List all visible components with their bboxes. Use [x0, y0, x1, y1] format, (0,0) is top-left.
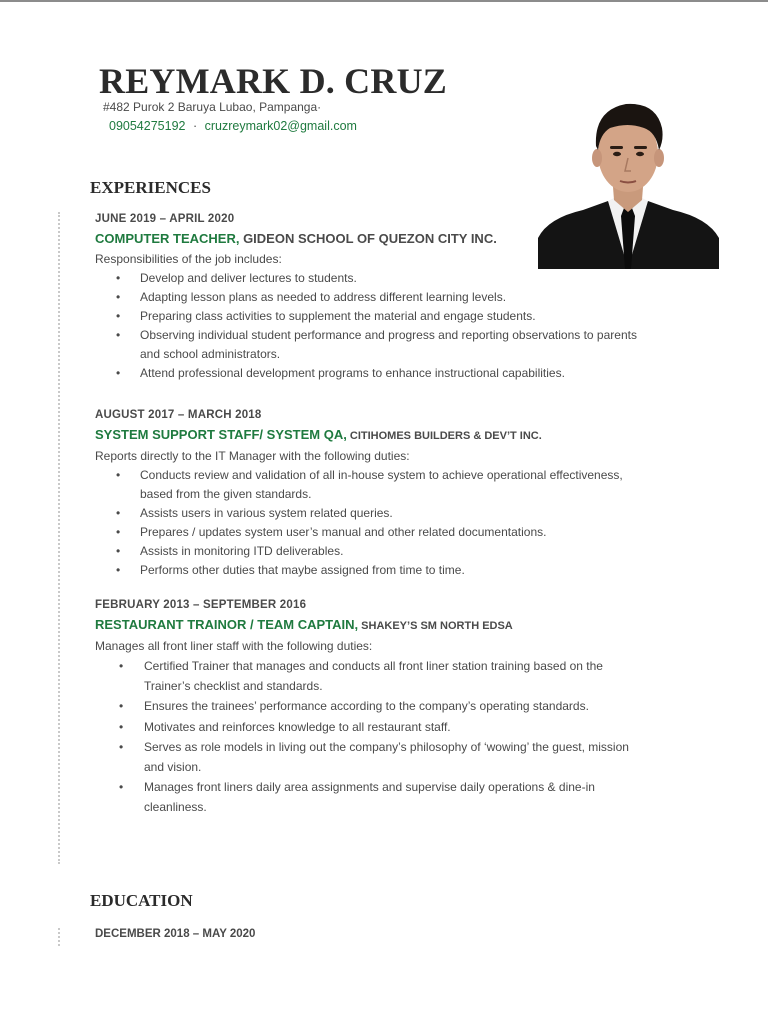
duty-text: Observing individual student performance and progress and reporting observations to parents and school administrators.	[140, 328, 637, 361]
duty-text: Certified Trainer that manages and conducts all front liner station training based on the Trainer’s checklist and standards.	[144, 659, 603, 694]
list-item	[95, 696, 644, 716]
bullet-icon: •	[116, 468, 121, 482]
bullet-icon: •	[119, 699, 124, 714]
address: #482 Purok 2 Baruya Lubao, Pampanga·	[103, 100, 322, 114]
duty-text: Conducts review and validation of all in-house system to achieve operational effectiveness, based from the given standards.	[140, 468, 623, 501]
job-company: GIDEON SCHOOL OF QUEZON CITY INC.	[239, 231, 497, 246]
duty-text: Adapting lesson plans as needed to address different learning levels.	[140, 290, 507, 304]
bullet-icon: •	[116, 506, 121, 520]
section-title-education: EDUCATION	[90, 891, 193, 910]
contact-line	[109, 119, 357, 133]
bullet-icon: •	[116, 328, 121, 342]
list-item	[95, 717, 644, 737]
job-intro: Manages all front liner staff with the following duties:	[95, 639, 373, 653]
list-item	[95, 656, 644, 696]
duty-text: Preparing class activities to supplement the material and engage students.	[140, 309, 536, 323]
job-role: RESTAURANT TRAINOR / TEAM CAPTAIN,	[95, 617, 359, 632]
duty-text: Attend professional development programs to enhance instructional capabilities.	[140, 366, 565, 380]
list-item	[95, 777, 644, 817]
duty-text: Prepares / updates system user’s manual and other related documentations.	[140, 525, 547, 539]
section-rule-experiences	[58, 212, 60, 864]
email-link[interactable]: cruzreymark02@gmail.com	[204, 119, 357, 133]
contact-separator: ·	[192, 119, 198, 133]
duty-list	[95, 466, 655, 580]
list-item	[95, 504, 640, 523]
bullet-icon: •	[116, 563, 121, 577]
duty-text: Performs other duties that maybe assigned from time to time.	[140, 563, 465, 577]
job-title-line	[95, 614, 655, 637]
duty-list	[95, 269, 655, 383]
bullet-icon: •	[119, 739, 124, 754]
bullet-icon: •	[116, 366, 121, 380]
job-intro: Reports directly to the IT Manager with the following duties:	[95, 449, 410, 463]
duty-text: Manages front liners daily area assignments and supervise daily operations & dine-in cleanliness.	[144, 780, 595, 815]
job-date: JUNE 2019 – APRIL 2020	[95, 213, 235, 225]
section-title-experiences: EXPERIENCES	[90, 178, 211, 197]
list-item	[95, 737, 644, 777]
list-item	[95, 307, 640, 326]
list-item	[95, 466, 640, 504]
duty-text: Assists in monitoring ITD deliverables.	[140, 544, 344, 558]
job-company: SHAKEY’S SM NORTH EDSA	[358, 620, 513, 632]
bullet-icon: •	[119, 780, 124, 795]
list-item	[95, 364, 640, 383]
job-company: CITIHOMES BUILDERS & DEV’T INC.	[346, 430, 542, 442]
top-border	[0, 0, 768, 2]
bullet-icon: •	[119, 659, 124, 673]
job-title-line	[95, 424, 655, 447]
education-date: DECEMBER 2018 – MAY 2020	[95, 928, 256, 940]
job-title-line	[95, 228, 655, 250]
duty-text: Ensures the trainees’ performance according to the company’s operating standards.	[144, 699, 589, 714]
job-intro: Responsibilities of the job includes:	[95, 252, 282, 266]
duty-text: Develop and deliver lectures to students.	[140, 271, 357, 285]
duty-list	[95, 656, 655, 818]
section-rule-education	[58, 928, 60, 946]
bullet-icon: •	[116, 271, 121, 285]
list-item	[95, 326, 640, 364]
job-role: SYSTEM SUPPORT STAFF/ SYSTEM QA,	[95, 427, 347, 442]
job-role: COMPUTER TEACHER,	[95, 231, 240, 246]
list-item	[95, 269, 640, 288]
bullet-icon: •	[116, 290, 121, 304]
duty-text: Serves as role models in living out the company’s philosophy of ‘wowing’ the guest, mission and vision.	[144, 739, 629, 775]
phone-number: 09054275192	[109, 119, 186, 133]
list-item	[95, 542, 640, 561]
job-date: FEBRUARY 2013 – SEPTEMBER 2016	[95, 599, 307, 611]
bullet-icon: •	[116, 544, 121, 558]
bullet-icon: •	[116, 525, 121, 539]
job-entry	[95, 210, 655, 383]
duty-text: Motivates and reinforces knowledge to all restaurant staff.	[144, 719, 451, 734]
duty-text: Assists users in various system related queries.	[140, 506, 393, 520]
list-item	[95, 288, 640, 307]
candidate-name: REYMARK D. CRUZ	[99, 61, 447, 101]
list-item	[95, 561, 640, 580]
bullet-icon: •	[119, 719, 124, 734]
list-item	[95, 523, 640, 542]
job-date: AUGUST 2017 – MARCH 2018	[95, 409, 262, 421]
bullet-icon: •	[116, 309, 121, 323]
job-entry	[95, 406, 655, 580]
job-entry	[95, 596, 655, 818]
